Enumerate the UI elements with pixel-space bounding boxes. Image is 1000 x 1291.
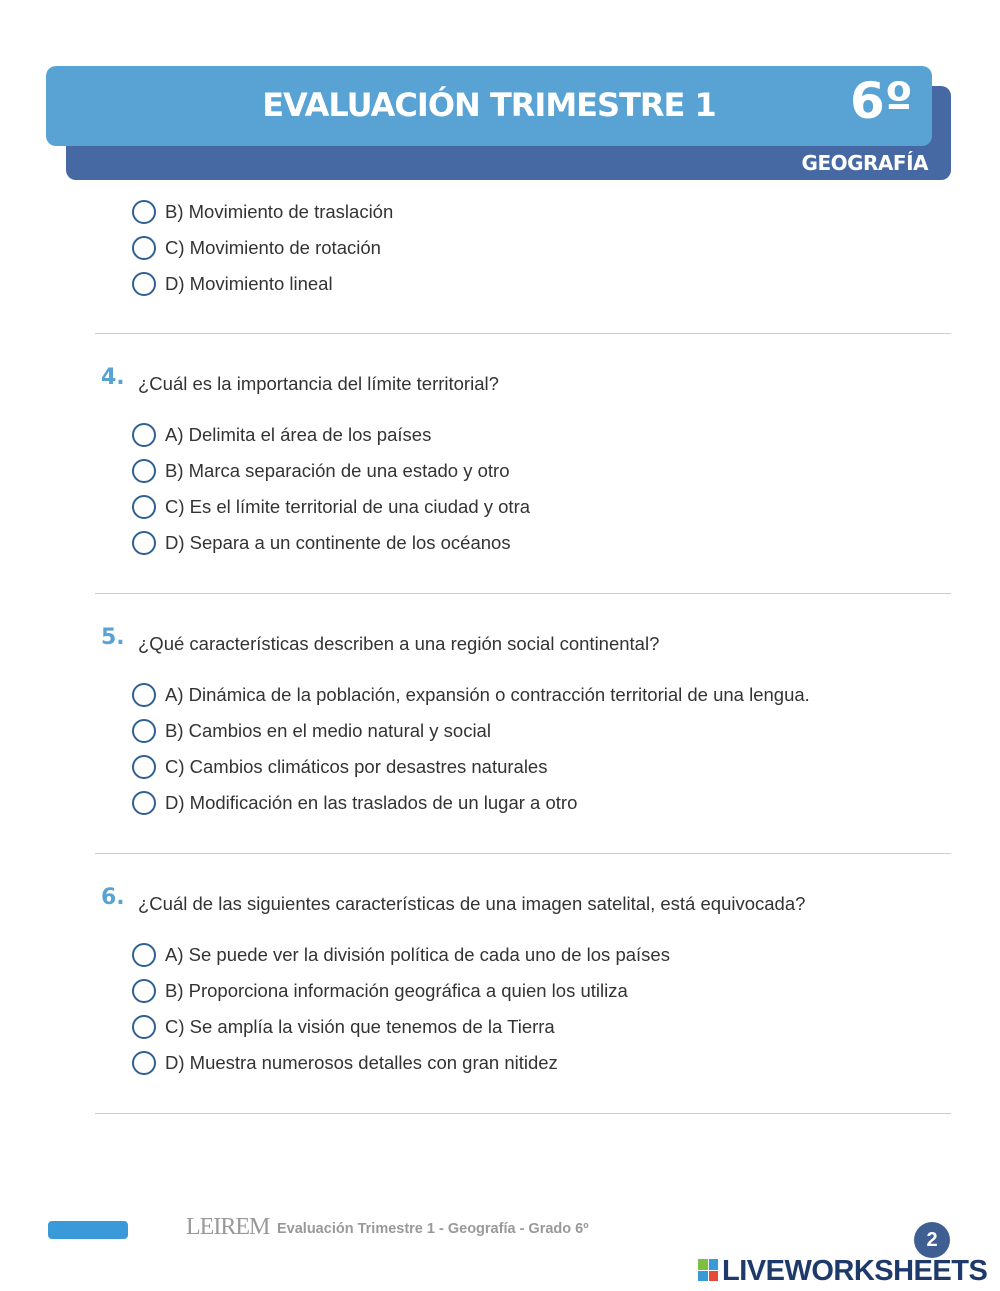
radio-button[interactable] [132,755,156,779]
radio-button[interactable] [132,459,156,483]
option-b[interactable] [132,716,491,746]
grade-label: 6º [850,72,913,130]
option-a[interactable] [132,420,431,450]
divider [95,853,951,854]
option-label: D) Separa a un continente de los océanos [165,532,511,553]
divider [95,333,951,334]
option-d[interactable] [132,788,577,818]
footer-text: Evaluación Trimestre 1 - Geografía - Grado 6º [277,1221,589,1237]
option-label: B) Cambios en el medio natural y social [165,720,491,741]
radio-button[interactable] [132,791,156,815]
option-d[interactable] [132,528,511,558]
option-label: C) Movimiento de rotación [165,237,381,258]
radio-button[interactable] [132,531,156,555]
radio-button[interactable] [132,719,156,743]
option-c[interactable] [132,492,530,522]
radio-button[interactable] [132,683,156,707]
radio-button[interactable] [132,200,156,224]
question-number: 6. [101,885,125,910]
option-label: D) Muestra numerosos detalles con gran nitidez [165,1052,558,1073]
question-text: ¿Cuál de las siguientes características de una imagen satelital, está equivocada? [138,893,806,914]
watermark: LIVEWORKSHEETS [722,1255,988,1287]
radio-button[interactable] [132,495,156,519]
radio-button[interactable] [132,272,156,296]
divider [95,1113,951,1114]
option-label: D) Movimiento lineal [165,273,333,294]
liveworksheets-logo-icon [698,1259,718,1281]
subject-label: GEOGRAFÍA [801,151,928,175]
option-b[interactable] [132,456,510,486]
divider [95,593,951,594]
radio-button[interactable] [132,1051,156,1075]
radio-button[interactable] [132,979,156,1003]
question-number: 4. [101,365,125,390]
option-a[interactable] [132,680,810,710]
radio-button[interactable] [132,943,156,967]
option-d[interactable] [132,1048,558,1078]
page-number: 2 [914,1222,950,1258]
option-c[interactable] [132,752,547,782]
option-label: C) Se amplía la visión que tenemos de la Tierra [165,1016,555,1037]
option-c[interactable] [132,233,381,263]
option-label: A) Delimita el área de los países [165,424,432,445]
question-text: ¿Qué características describen a una región social continental? [138,633,660,654]
option-a[interactable] [132,940,670,970]
option-label: D) Modificación en las traslados de un lugar a otro [165,792,578,813]
question-text: ¿Cuál es la importancia del límite territorial? [138,373,499,394]
radio-button[interactable] [132,1015,156,1039]
radio-button[interactable] [132,236,156,260]
option-label: C) Cambios climáticos por desastres naturales [165,756,548,777]
option-b[interactable] [132,197,393,227]
option-label: C) Es el límite territorial de una ciudad y otra [165,496,531,517]
option-label: B) Movimiento de traslación [165,201,394,222]
option-label: B) Marca separación de una estado y otro [165,460,510,481]
question-number: 5. [101,625,125,650]
option-c[interactable] [132,1012,555,1042]
option-d[interactable] [132,269,333,299]
option-label: A) Se puede ver la división política de cada uno de los países [165,944,670,965]
page-title: EVALUACIÓN TRIMESTRE 1 [262,86,716,124]
marker-icon [48,1221,128,1239]
option-label: B) Proporciona información geográfica a quien los utiliza [165,980,628,1001]
option-label: A) Dinámica de la población, expansión o contracción territorial de una lengua. [165,684,810,705]
brand-logo: LEIREM [186,1214,270,1240]
radio-button[interactable] [132,423,156,447]
option-b[interactable] [132,976,628,1006]
